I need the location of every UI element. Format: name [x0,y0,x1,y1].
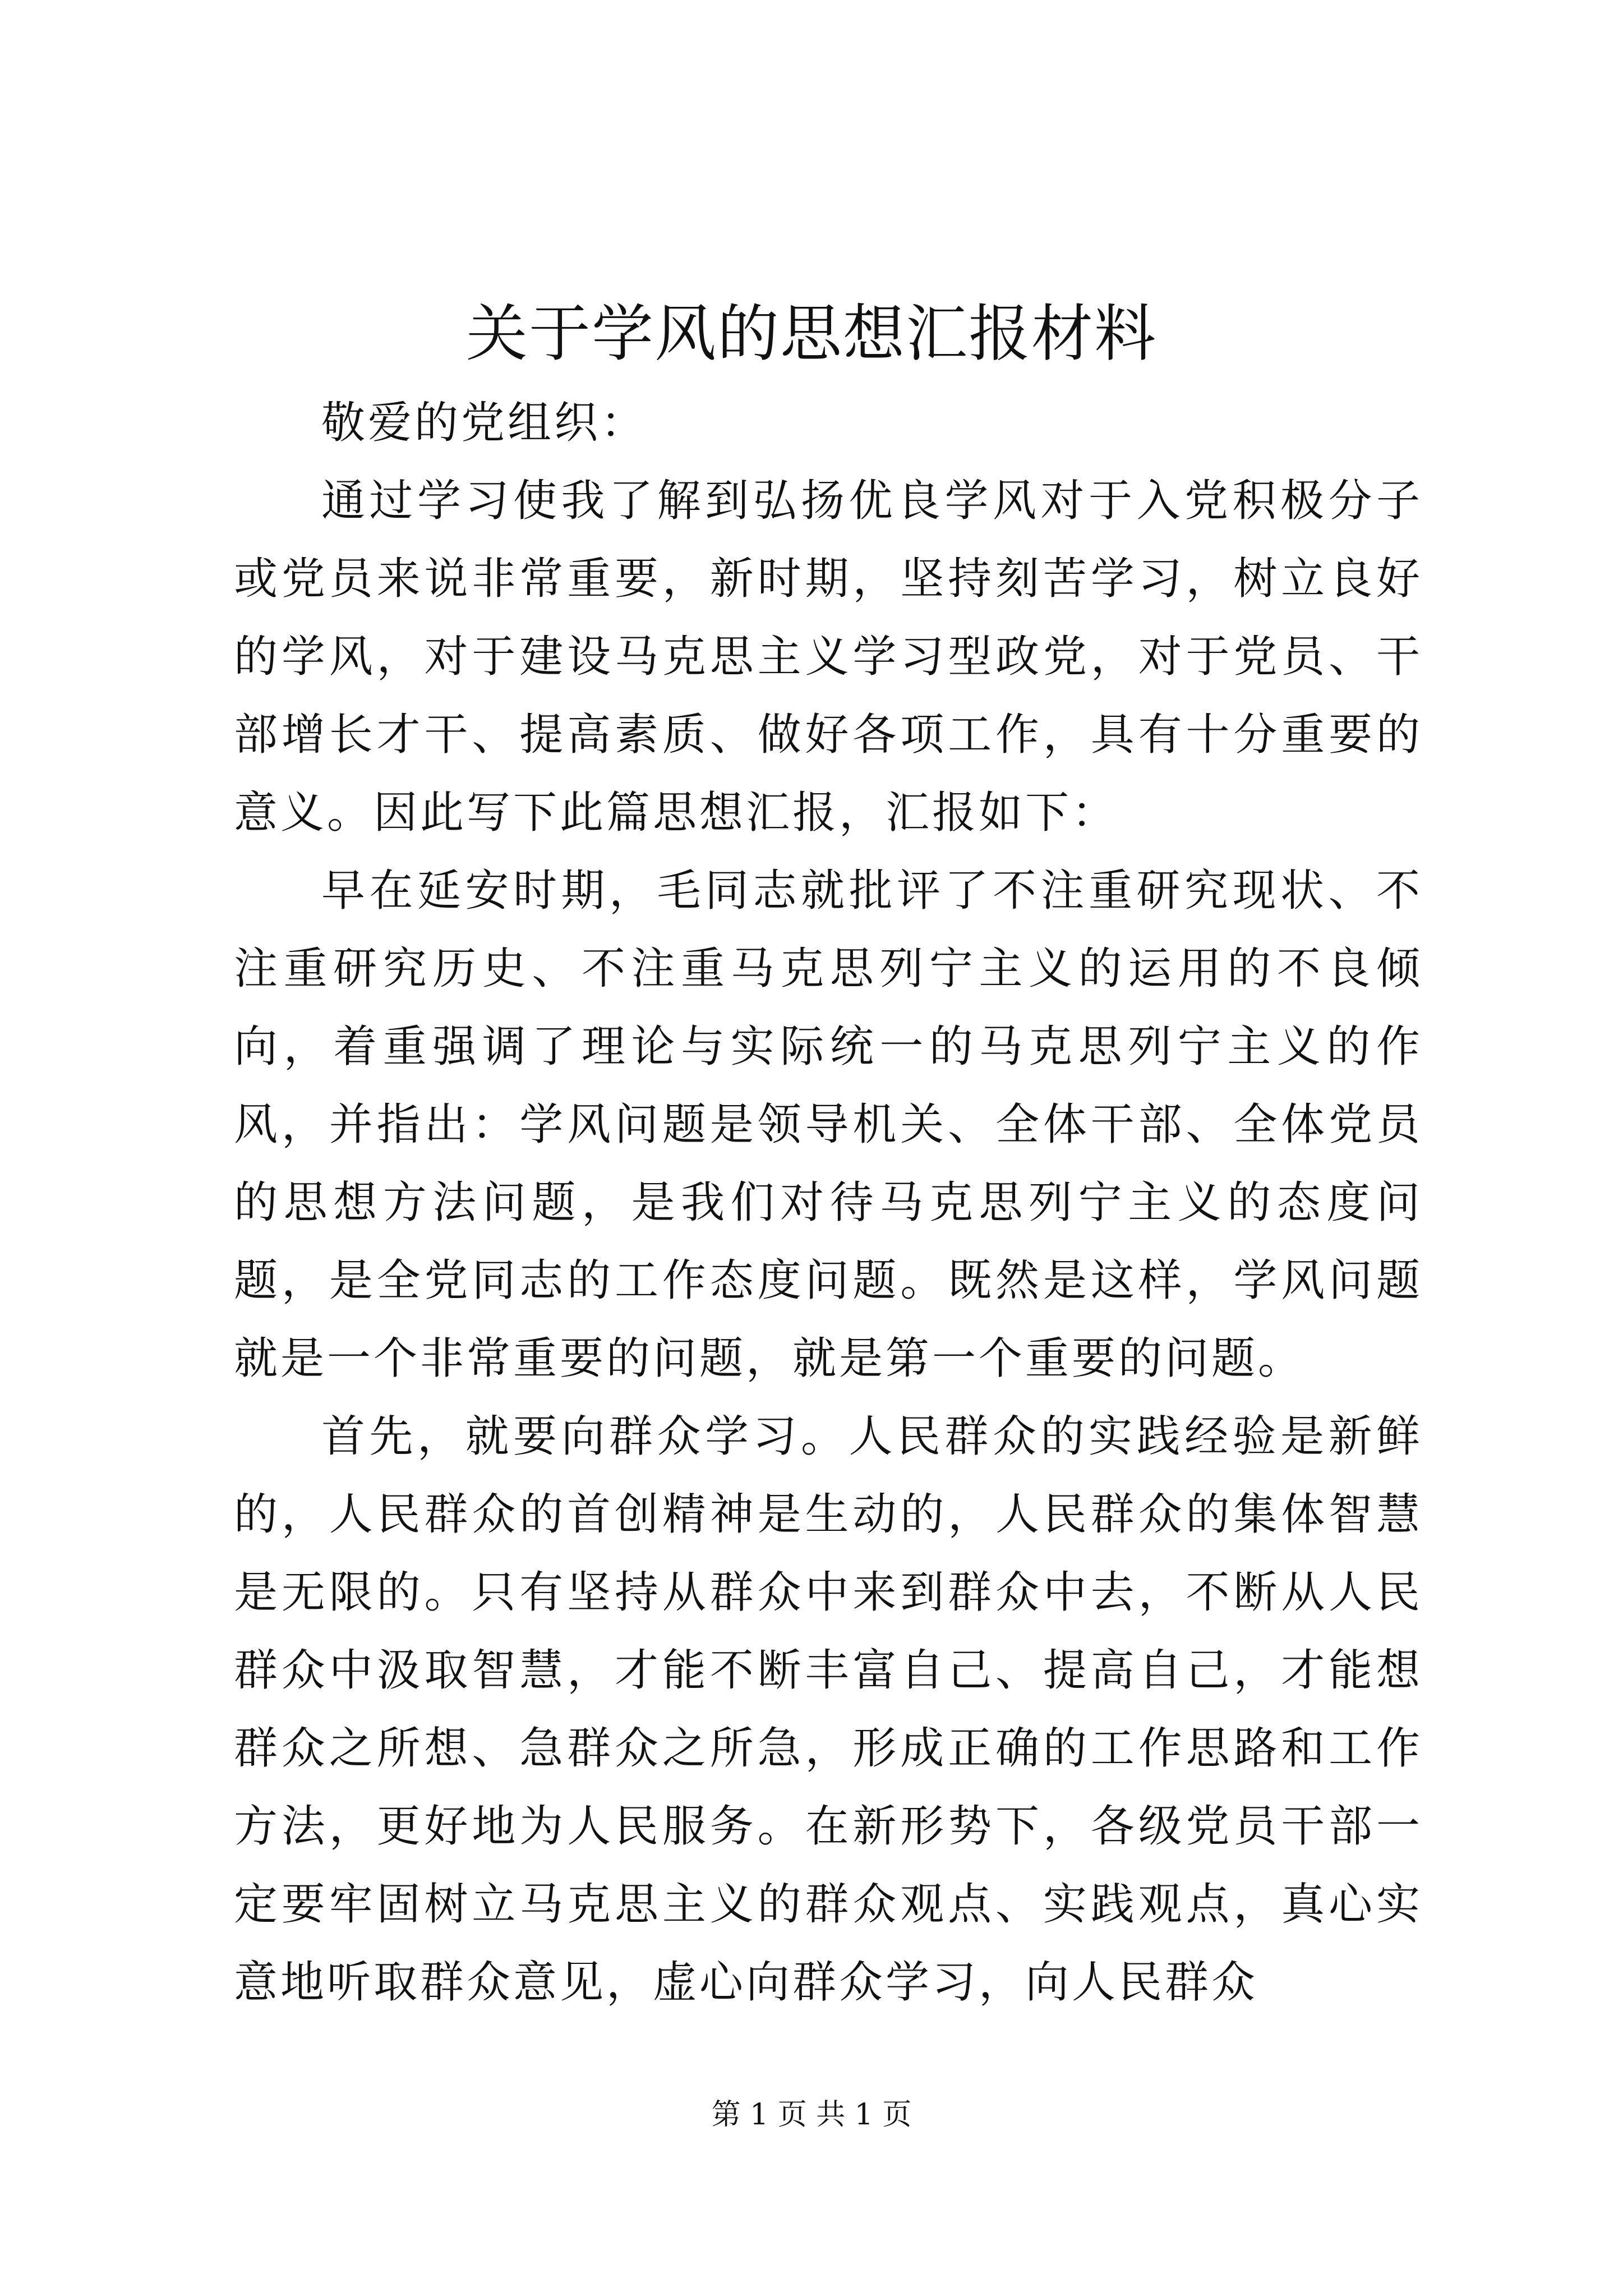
body-paragraph: 早在延安时期，毛同志就批评了不注重研究现状、不注重研究历史、不注重马克思列宁主义的运用的不良倾向，着重强调了理论与实际统一的马克思列宁主义的作风，并指出：学风问题是领导机关、全体干部、全体党员的思想方法问题，是我们对待马克思列宁主义的态度问题，是全党同志的工作态度问题。既然是这样，学风问题就是一个非常重要的问题，就是第一个重要的问题。 [234,866,1423,1384]
salutation-paragraph: 敬爱的党组织： [321,398,648,448]
document-body [234,384,1423,2022]
document-title: 关于学风的思想汇报材料 [466,298,1157,370]
page-footer: 第 1 页 共 1 页 [711,2098,912,2132]
body-paragraph: 首先，就要向群众学习。人民群众的实践经验是新鲜的，人民群众的首创精神是生动的，人民群众的集体智慧是无限的。只有坚持从群众中来到群众中去，不断从人民群众中汲取智慧，才能不断丰富自己、提高自己，才能想群众之所想、急群众之所急，形成正确的工作思路和工作方法，更好地为人民服务。在新形势下，各级党员干部一定要牢固树立马克思主义的群众观点、实践观点，真心实意地听取群众意见，虚心向群众学习，向人民群众 [234,1411,1423,2008]
body-paragraph: 通过学习使我了解到弘扬优良学风对于入党积极分子或党员来说非常重要，新时期，坚持刻苦学习，树立良好的学风，对于建设马克思主义学习型政党，对于党员、干部增长才干、提高素质、做好各项工作，具有十分重要的意义。因此写下此篇思想汇报，汇报如下： [234,476,1423,838]
